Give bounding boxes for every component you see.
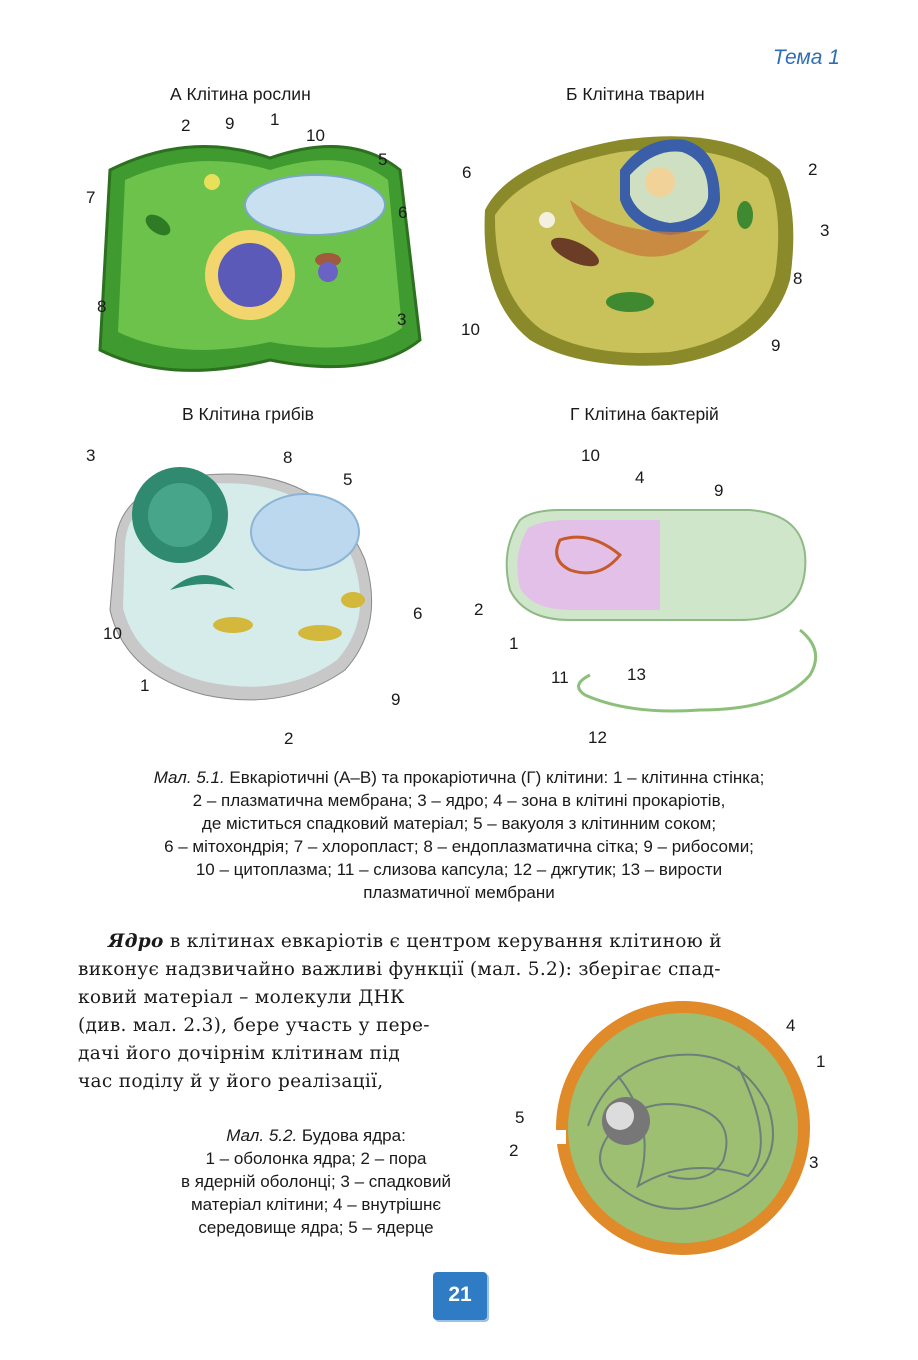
caption-line: 2 – плазматична мембрана; 3 – ядро; 4 – зона в клітині прокаріотів, bbox=[192, 791, 726, 810]
nucleus-label-5: 5 bbox=[515, 1108, 525, 1127]
caption-line: 10 – цитоплазма; 11 – слизова капсула; 12 – джгутик; 13 – вирости bbox=[195, 860, 723, 879]
body-line: дачі його дочірнім клітинам під bbox=[78, 1043, 401, 1064]
plant-label-6: 6 bbox=[398, 203, 408, 222]
nucleus-label-1: 1 bbox=[816, 1052, 826, 1071]
nucleus-label-2: 2 bbox=[509, 1141, 519, 1160]
page-number-badge: 21 bbox=[433, 1272, 487, 1320]
panel-c-title: В Клітина грибів bbox=[182, 404, 314, 424]
body-line: час поділу й у його реалізації, bbox=[78, 1071, 384, 1092]
plant-label-7: 7 bbox=[86, 188, 96, 207]
caption-line: в ядерній оболонці; 3 – спадковий bbox=[181, 1172, 451, 1191]
caption-prefix: Мал. 5.2. bbox=[226, 1126, 298, 1145]
animal-label-9: 9 bbox=[771, 336, 781, 355]
bacteria-label-9: 9 bbox=[714, 481, 724, 500]
bacteria-label-12: 12 bbox=[588, 728, 607, 747]
fungi-label-10: 10 bbox=[103, 624, 122, 643]
caption-line: матеріал клітини; 4 – внутрішнє bbox=[190, 1195, 442, 1214]
plant-cell-illustration bbox=[70, 110, 450, 400]
panel-d-title: Г Клітина бактерій bbox=[570, 404, 719, 424]
animal-label-10: 10 bbox=[461, 320, 480, 339]
plant-label-2: 2 bbox=[181, 116, 191, 135]
caption-line: середовище ядра; 5 – ядерце bbox=[198, 1218, 434, 1237]
bacteria-label-10: 10 bbox=[581, 446, 600, 465]
plant-label-3: 3 bbox=[397, 310, 407, 329]
panel-b-title: Б Клітина тварин bbox=[566, 84, 705, 104]
nucleus-illustration bbox=[548, 996, 818, 1266]
figure-5-2-caption bbox=[128, 1124, 504, 1239]
panel-a-title: А Клітина рослин bbox=[170, 84, 311, 104]
bacteria-label-11: 11 bbox=[551, 668, 569, 687]
topic-label: Тема 1 bbox=[772, 46, 840, 69]
fungi-label-6: 6 bbox=[413, 604, 423, 623]
body-line: виконує надзвичайно важливі функції (мал. 5.2): зберігає спад- bbox=[78, 959, 721, 980]
bacteria-label-1: 1 bbox=[509, 634, 519, 653]
animal-label-6: 6 bbox=[462, 163, 472, 182]
fungi-label-1: 1 bbox=[140, 676, 150, 695]
caption-line: де міститься спадковий матеріал; 5 – вакуоля з клітинним соком; bbox=[201, 814, 717, 833]
plant-label-5: 5 bbox=[378, 150, 388, 169]
animal-cell-illustration bbox=[470, 120, 820, 380]
plant-label-1: 1 bbox=[270, 110, 280, 129]
bacterial-cell-illustration bbox=[480, 470, 840, 740]
bacteria-label-2: 2 bbox=[474, 600, 484, 619]
caption-line: Евкаріотичні (А–В) та прокаріотична (Г) клітини: 1 – клітинна стінка; bbox=[224, 768, 765, 787]
plant-label-8: 8 bbox=[97, 297, 107, 316]
figure-5-1-caption bbox=[0, 766, 918, 904]
caption-line: плазматичної мембрани bbox=[363, 883, 555, 902]
plant-label-10: 10 bbox=[306, 126, 325, 145]
bold-term: Ядро bbox=[108, 931, 164, 952]
animal-label-3: 3 bbox=[820, 221, 830, 240]
caption-prefix: Мал. 5.1. bbox=[153, 768, 225, 787]
nucleus-label-3: 3 bbox=[809, 1153, 819, 1172]
fungi-label-3: 3 bbox=[86, 446, 96, 465]
body-line: ковий матеріал – молекули ДНК bbox=[78, 987, 405, 1008]
fungi-label-2: 2 bbox=[284, 729, 294, 748]
caption-line: Будова ядра: bbox=[297, 1126, 406, 1145]
plant-label-9: 9 bbox=[225, 114, 235, 133]
caption-line: 6 – мітохондрія; 7 – хлоропласт; 8 – ендоплазматична сітка; 9 – рибосоми; bbox=[164, 837, 754, 856]
bacteria-label-4: 4 bbox=[635, 468, 645, 487]
caption-line: 1 – оболонка ядра; 2 – пора bbox=[205, 1149, 427, 1168]
bacteria-label-13: 13 bbox=[627, 665, 646, 684]
fungi-label-8: 8 bbox=[283, 448, 293, 467]
animal-label-8: 8 bbox=[793, 269, 803, 288]
body-line: (див. мал. 2.3), бере участь у пере- bbox=[78, 1015, 430, 1036]
fungi-label-5: 5 bbox=[343, 470, 353, 489]
nucleus-label-4: 4 bbox=[786, 1016, 796, 1035]
animal-label-2: 2 bbox=[808, 160, 818, 179]
fungi-label-9: 9 bbox=[391, 690, 401, 709]
body-line: в клітинах евкаріотів є центром керування клітиною й bbox=[163, 931, 722, 952]
